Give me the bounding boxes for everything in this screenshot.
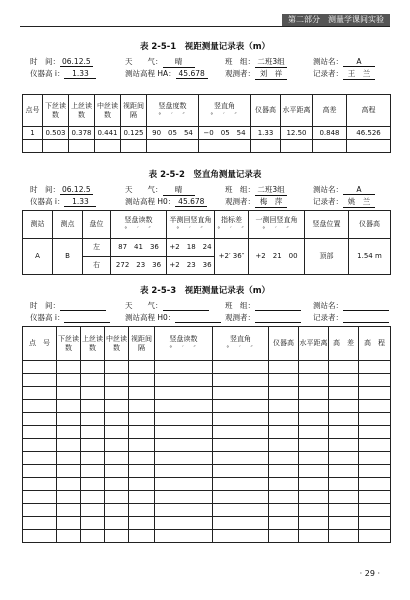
table3-time-blank[interactable] <box>60 302 106 311</box>
t3-h-lower: 下丝读数 <box>57 327 81 361</box>
blank-cell[interactable] <box>105 504 129 517</box>
blank-cell[interactable] <box>105 374 129 387</box>
blank-cell[interactable] <box>129 361 155 374</box>
blank-cell[interactable] <box>213 530 269 543</box>
blank-cell[interactable] <box>129 452 155 465</box>
blank-cell[interactable] <box>269 413 299 426</box>
blank-cell[interactable] <box>105 387 129 400</box>
t3-h-middle: 中丝读数 <box>105 327 129 361</box>
blank-cell[interactable] <box>359 426 391 439</box>
blank-cell[interactable] <box>269 530 299 543</box>
blank-cell[interactable] <box>81 465 105 478</box>
t3-h-vangle: 竖直角 ° ′ ″ <box>213 327 269 361</box>
blank-cell[interactable] <box>105 530 129 543</box>
blank-cell[interactable] <box>213 400 269 413</box>
blank-cell[interactable] <box>299 439 329 452</box>
blank-cell[interactable] <box>359 400 391 413</box>
t1-h-interval: 视距间隔 <box>121 95 147 127</box>
blank-cell[interactable] <box>299 374 329 387</box>
blank-cell[interactable] <box>129 439 155 452</box>
table3 <box>22 326 391 543</box>
blank-cell[interactable] <box>129 413 155 426</box>
blank-cell[interactable] <box>213 361 269 374</box>
table1-time-value: 06.12.5 <box>62 57 91 66</box>
table-row: 1 0.503 0.378 0.441 0.125 90 05 54 −0 05 54 1.33 12.50 0.848 46.526 <box>23 127 391 140</box>
blank-cell[interactable] <box>81 439 105 452</box>
table-row <box>23 439 391 452</box>
blank-cell[interactable] <box>23 465 57 478</box>
blank-cell[interactable] <box>57 374 81 387</box>
blank-cell[interactable] <box>299 426 329 439</box>
blank-cell[interactable] <box>269 517 299 530</box>
blank-cell[interactable] <box>155 465 213 478</box>
blank-cell[interactable] <box>359 491 391 504</box>
blank-cell[interactable] <box>23 504 57 517</box>
blank-cell[interactable] <box>299 491 329 504</box>
table3-observer-blank[interactable] <box>255 314 301 323</box>
blank-cell[interactable] <box>213 491 269 504</box>
t1-h-elev: 高程 <box>347 95 391 127</box>
blank-cell[interactable] <box>57 478 81 491</box>
table-row <box>23 140 391 153</box>
blank-cell[interactable] <box>81 517 105 530</box>
t3-h-inst: 仪器高 <box>269 327 299 361</box>
table-row: A B 左 87 41 36 +2 18 24 +2′ 36″ +2 21 00 顶部 1.54 m <box>23 239 391 257</box>
t1-h-inst: 仪器高 <box>251 95 281 127</box>
blank-cell[interactable] <box>213 439 269 452</box>
t1-h-diff: 高差 <box>313 95 347 127</box>
table3-station-blank[interactable] <box>343 302 389 311</box>
blank-cell[interactable] <box>329 374 359 387</box>
table-row <box>23 491 391 504</box>
blank-cell[interactable] <box>129 530 155 543</box>
blank-cell[interactable] <box>81 504 105 517</box>
table-row: 右 272 23 36 +2 23 36 <box>23 257 391 275</box>
blank-cell[interactable] <box>155 504 213 517</box>
blank-cell[interactable] <box>213 374 269 387</box>
blank-cell[interactable] <box>155 452 213 465</box>
blank-cell[interactable] <box>269 387 299 400</box>
table3-inst-blank[interactable] <box>64 314 110 323</box>
blank-cell[interactable] <box>81 374 105 387</box>
table2-weather-value: 晴 <box>163 184 195 196</box>
blank-cell[interactable] <box>329 439 359 452</box>
t3-h-diff: 高 差 <box>329 327 359 361</box>
blank-cell[interactable] <box>359 361 391 374</box>
blank-cell[interactable] <box>129 517 155 530</box>
blank-cell[interactable] <box>269 452 299 465</box>
t2-h-face: 盘位 <box>83 211 111 239</box>
blank-cell[interactable] <box>23 426 57 439</box>
blank-cell[interactable] <box>23 517 57 530</box>
blank-cell[interactable] <box>359 374 391 387</box>
table1-station-value: A <box>343 57 375 67</box>
t2-h-position: 竖盘位置 <box>305 211 349 239</box>
blank-cell[interactable] <box>299 465 329 478</box>
table2-group-value: 二班3组 <box>255 184 287 196</box>
blank-cell[interactable] <box>329 361 359 374</box>
table2-meta: 时 间： 06.12.5 天 气： 晴 班 组： 二班3组 测站名： A 仪器高 i： 1.33 测站高程 H0： 45.678 观测者： 梅 萍 记录者： 姚 兰 <box>30 184 388 208</box>
blank-cell[interactable] <box>155 439 213 452</box>
table1-title: 表 2-5-1 视距测量记录表（m） <box>139 42 271 52</box>
blank-cell[interactable] <box>269 426 299 439</box>
blank-cell[interactable] <box>23 452 57 465</box>
blank-cell[interactable] <box>105 400 129 413</box>
blank-cell[interactable] <box>57 465 81 478</box>
blank-cell[interactable] <box>299 530 329 543</box>
blank-cell[interactable] <box>57 387 81 400</box>
blank-cell[interactable] <box>129 478 155 491</box>
blank-cell[interactable] <box>155 374 213 387</box>
table-row <box>23 478 391 491</box>
table2-station-value: A <box>343 185 375 195</box>
table2-header-row <box>23 211 391 239</box>
blank-cell[interactable] <box>329 413 359 426</box>
t1-h-point: 点号 <box>23 95 43 127</box>
t2-h-index: 指标差 ° ′ ″ <box>215 211 249 239</box>
blank-cell[interactable] <box>105 478 129 491</box>
blank-cell[interactable] <box>329 465 359 478</box>
t1-h-vreading: 竖盘度数 ° ′ ″ <box>147 95 199 127</box>
table1-inst-value: 1.33 <box>64 69 96 79</box>
table1-meta: 时 间： 06.12.5 天 气： 晴 班 组： 二班3组 测站名： A 仪器高 i： 1.33 测站高程 HA： 45.678 观测者： 刘 祥 记录者： 王 兰 <box>30 56 388 80</box>
table-row <box>23 530 391 543</box>
blank-cell[interactable] <box>57 439 81 452</box>
blank-cell[interactable] <box>23 478 57 491</box>
blank-cell[interactable] <box>155 517 213 530</box>
blank-cell[interactable] <box>359 465 391 478</box>
blank-cell[interactable] <box>299 452 329 465</box>
table3-body <box>23 361 391 543</box>
blank-cell[interactable] <box>213 426 269 439</box>
table-row <box>23 387 391 400</box>
blank-cell[interactable] <box>329 478 359 491</box>
blank-cell[interactable] <box>329 452 359 465</box>
table2-recorder-value: 姚 兰 <box>343 196 375 208</box>
table1-header-row <box>23 95 391 127</box>
blank-cell[interactable] <box>81 361 105 374</box>
table-row <box>23 374 391 387</box>
blank-cell[interactable] <box>269 491 299 504</box>
header-rule <box>20 26 390 27</box>
blank-cell[interactable] <box>105 465 129 478</box>
blank-cell[interactable] <box>23 439 57 452</box>
table2-time-value: 06.12.5 <box>62 185 91 194</box>
blank-cell[interactable] <box>105 517 129 530</box>
blank-cell[interactable] <box>57 504 81 517</box>
blank-cell[interactable] <box>129 491 155 504</box>
t1-h-hdist: 水平距离 <box>281 95 313 127</box>
table-row <box>23 504 391 517</box>
blank-cell[interactable] <box>155 478 213 491</box>
blank-cell[interactable] <box>155 387 213 400</box>
t3-h-upper: 上丝读数 <box>81 327 105 361</box>
t1-h-middle: 中丝读数 <box>95 95 121 127</box>
blank-cell[interactable] <box>269 504 299 517</box>
blank-cell[interactable] <box>23 400 57 413</box>
blank-cell[interactable] <box>81 491 105 504</box>
table-row <box>23 452 391 465</box>
blank-cell[interactable] <box>129 374 155 387</box>
t3-h-point: 点 号 <box>23 327 57 361</box>
t1-h-vangle: 竖直角 ° ′ ″ <box>199 95 251 127</box>
blank-cell[interactable] <box>105 452 129 465</box>
table-row <box>23 400 391 413</box>
table1-elev-value: 45.678 <box>176 69 208 79</box>
t3-h-elev: 高 程 <box>359 327 391 361</box>
blank-cell[interactable] <box>105 426 129 439</box>
table2-elev-value: 45.678 <box>175 197 207 207</box>
blank-cell[interactable] <box>213 517 269 530</box>
table1-weather-value: 晴 <box>163 56 195 68</box>
blank-cell[interactable] <box>359 504 391 517</box>
blank-cell[interactable] <box>81 413 105 426</box>
blank-cell[interactable] <box>155 426 213 439</box>
blank-cell[interactable] <box>57 452 81 465</box>
blank-cell[interactable] <box>329 530 359 543</box>
blank-cell[interactable] <box>23 530 57 543</box>
blank-cell[interactable] <box>23 374 57 387</box>
blank-cell[interactable] <box>213 504 269 517</box>
blank-cell[interactable] <box>269 400 299 413</box>
table3-meta: 时 间： 天 气： 班 组： 测站名： 仪器高 i： 测站高程 H0： 观测者： 记录者： <box>30 300 388 324</box>
blank-cell[interactable] <box>213 465 269 478</box>
blank-cell[interactable] <box>329 517 359 530</box>
blank-cell[interactable] <box>299 478 329 491</box>
blank-cell[interactable] <box>155 491 213 504</box>
blank-cell[interactable] <box>269 478 299 491</box>
blank-cell[interactable] <box>299 387 329 400</box>
blank-cell[interactable] <box>81 452 105 465</box>
blank-cell[interactable] <box>81 426 105 439</box>
blank-cell[interactable] <box>155 413 213 426</box>
table2-inst-value: 1.33 <box>64 197 96 207</box>
blank-cell[interactable] <box>23 387 57 400</box>
table-row <box>23 426 391 439</box>
blank-cell[interactable] <box>57 517 81 530</box>
blank-cell[interactable] <box>329 504 359 517</box>
blank-cell[interactable] <box>129 426 155 439</box>
blank-cell[interactable] <box>359 387 391 400</box>
blank-cell[interactable] <box>129 387 155 400</box>
blank-cell[interactable] <box>155 400 213 413</box>
t3-h-vreading: 竖盘读数 ° ′ ″ <box>155 327 213 361</box>
t1-h-lower: 下丝读数 <box>43 95 69 127</box>
blank-cell[interactable] <box>359 530 391 543</box>
blank-cell[interactable] <box>269 465 299 478</box>
blank-cell[interactable] <box>81 530 105 543</box>
blank-cell[interactable] <box>105 361 129 374</box>
blank-cell[interactable] <box>23 413 57 426</box>
table-row <box>23 361 391 374</box>
t2-h-full: 一测回竖直角 ° ′ ″ <box>249 211 305 239</box>
blank-cell[interactable] <box>81 400 105 413</box>
blank-cell[interactable] <box>359 517 391 530</box>
t3-h-hdist: 水平距离 <box>299 327 329 361</box>
blank-cell[interactable] <box>155 530 213 543</box>
table3-title: 表 2-5-3 视距测量记录表（m） <box>139 286 271 296</box>
blank-cell[interactable] <box>57 426 81 439</box>
table-row <box>23 517 391 530</box>
blank-cell[interactable] <box>129 504 155 517</box>
table3-group-blank[interactable] <box>255 302 301 311</box>
blank-cell[interactable] <box>359 452 391 465</box>
blank-cell[interactable] <box>299 517 329 530</box>
table-row <box>23 465 391 478</box>
blank-cell[interactable] <box>359 478 391 491</box>
blank-cell[interactable] <box>105 491 129 504</box>
blank-cell[interactable] <box>105 439 129 452</box>
blank-cell[interactable] <box>213 478 269 491</box>
blank-cell[interactable] <box>213 413 269 426</box>
t1-h-upper: 上丝读数 <box>69 95 95 127</box>
blank-cell[interactable] <box>269 439 299 452</box>
blank-cell[interactable] <box>329 491 359 504</box>
blank-cell[interactable] <box>57 361 81 374</box>
table1-group-value: 二班3组 <box>255 56 287 68</box>
blank-cell[interactable] <box>105 413 129 426</box>
t2-h-reading: 竖盘读数 ° ′ ″ <box>111 211 167 239</box>
blank-cell[interactable] <box>299 400 329 413</box>
blank-cell[interactable] <box>329 400 359 413</box>
t2-h-half: 半测回竖直角 ° ′ ″ <box>167 211 215 239</box>
blank-cell[interactable] <box>299 361 329 374</box>
blank-cell[interactable] <box>23 491 57 504</box>
blank-cell[interactable] <box>213 387 269 400</box>
blank-cell[interactable] <box>57 530 81 543</box>
blank-cell[interactable] <box>329 426 359 439</box>
blank-cell[interactable] <box>299 413 329 426</box>
blank-cell[interactable] <box>129 400 155 413</box>
table3-header-row <box>23 327 391 361</box>
blank-cell[interactable] <box>57 413 81 426</box>
blank-cell[interactable] <box>299 504 329 517</box>
blank-cell[interactable] <box>81 478 105 491</box>
t3-h-interval: 视距间隔 <box>129 327 155 361</box>
page-number: · 29 · <box>359 569 380 578</box>
table2-title: 表 2-5-2 竖直角测量记录表 <box>148 170 262 180</box>
table3-recorder-blank[interactable] <box>343 314 389 323</box>
blank-cell[interactable] <box>213 452 269 465</box>
table-row <box>23 413 391 426</box>
blank-cell[interactable] <box>359 413 391 426</box>
table3-weather-blank[interactable] <box>163 302 209 311</box>
blank-cell[interactable] <box>269 374 299 387</box>
table2-observer-value: 梅 萍 <box>255 196 287 208</box>
table1 <box>22 94 391 153</box>
t2-h-station: 测站 <box>23 211 53 239</box>
table1-recorder-value: 王 兰 <box>343 68 375 80</box>
table2 <box>22 210 391 275</box>
blank-cell[interactable] <box>129 465 155 478</box>
blank-cell[interactable] <box>155 361 213 374</box>
blank-cell[interactable] <box>329 387 359 400</box>
table1-observer-value: 刘 祥 <box>255 68 287 80</box>
blank-cell[interactable] <box>57 491 81 504</box>
blank-cell[interactable] <box>23 361 57 374</box>
t2-h-point: 测点 <box>53 211 83 239</box>
section-header: 第二部分 测量学课间实验 <box>282 14 390 26</box>
blank-cell[interactable] <box>81 387 105 400</box>
table3-elev-blank[interactable] <box>175 314 221 323</box>
blank-cell[interactable] <box>269 361 299 374</box>
blank-cell[interactable] <box>359 439 391 452</box>
t2-h-height: 仪器高 <box>349 211 391 239</box>
blank-cell[interactable] <box>57 400 81 413</box>
